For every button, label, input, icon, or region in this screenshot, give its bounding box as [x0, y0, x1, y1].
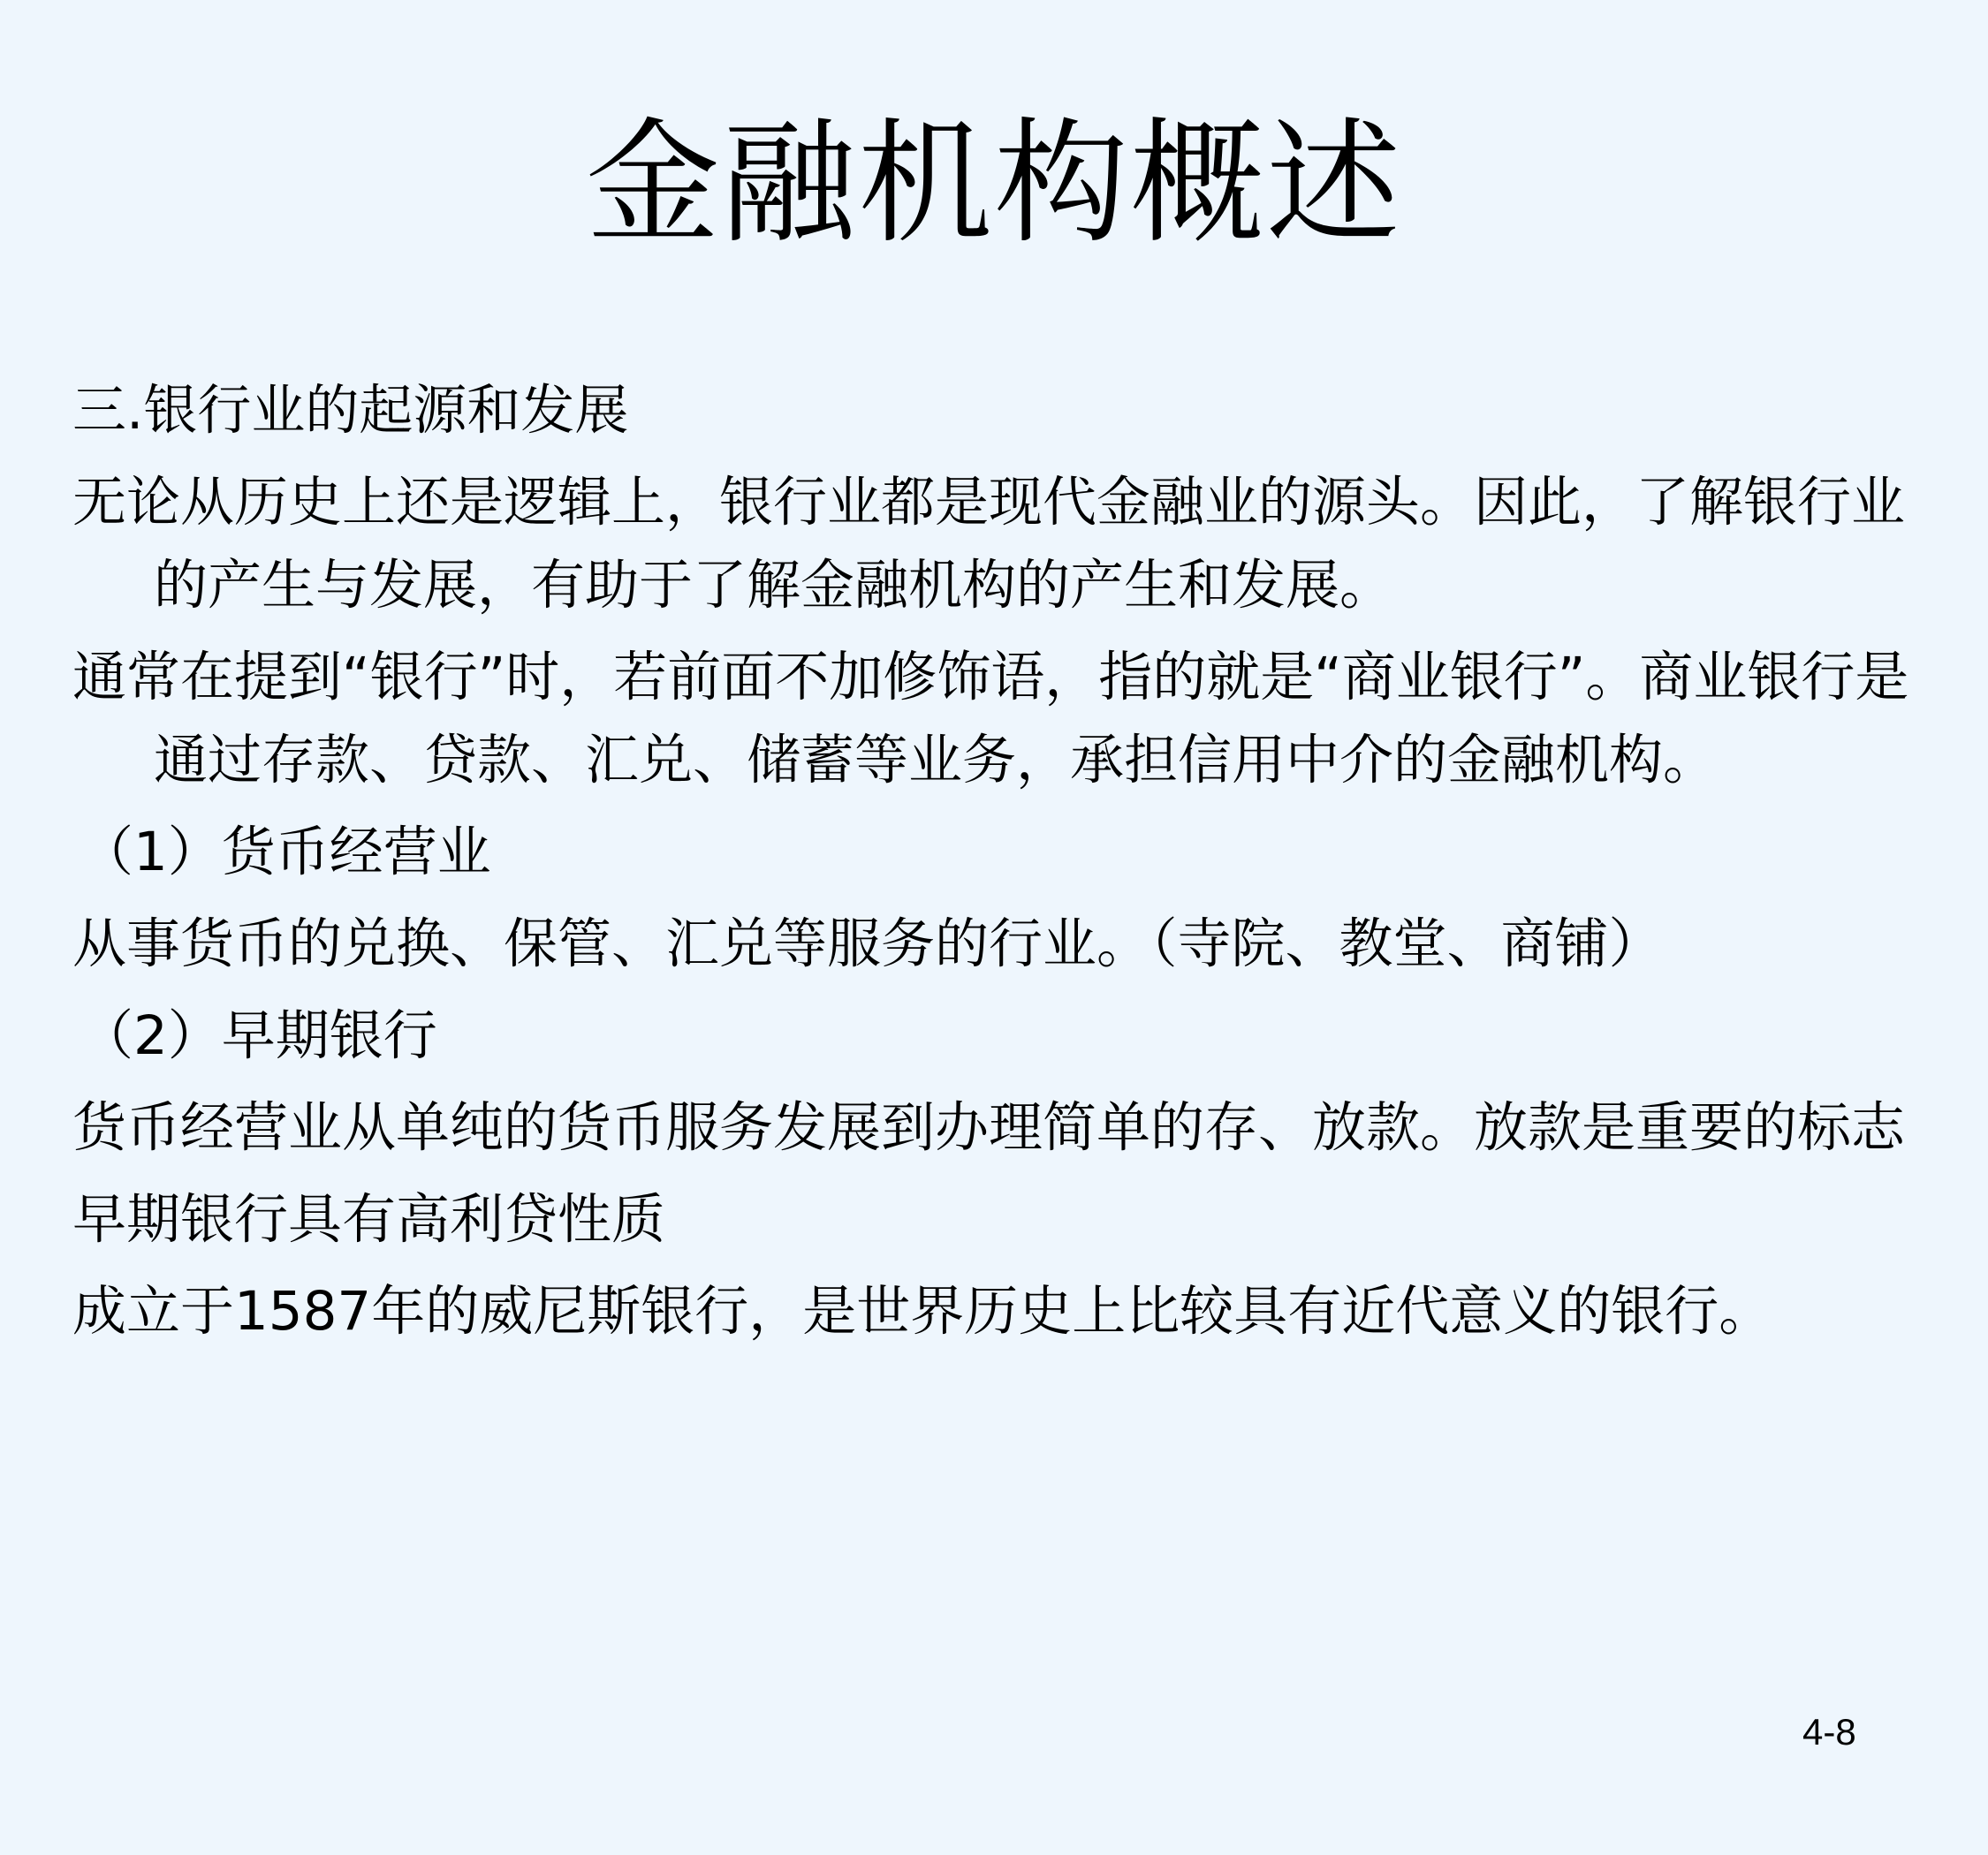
subsection-2-heading: （2）早期银行	[80, 1004, 437, 1067]
subsection-1-heading: （1）货币经营业	[80, 821, 491, 883]
slide-body	[72, 369, 1946, 1362]
section-heading: 三.银行业的起源和发展	[72, 379, 629, 442]
page-number: 4-8	[1802, 1711, 1856, 1753]
subsection-2-text-2: 早期银行具有高利贷性质	[72, 1188, 666, 1251]
slide-title: 金融机构概述	[586, 105, 1402, 261]
subsection-2-text-3: 成立于1587年的威尼斯银行，是世界历史上比较具有近代意义的银行。	[72, 1280, 1773, 1343]
paragraph-banking-origin: 无论从历史上还是逻辑上，银行业都是现代金融业的源头。因此，了解银行业的产生与发展，有助于了解金融机构的产生和发展。	[72, 471, 1906, 617]
paragraph-commercial-bank: 通常在提到“银行”时，若前面不加修饰语，指的就是“商业银行”。商业银行是通过存款、贷款、汇兑、储蓄等业务，承担信用中介的金融机构。	[72, 646, 1909, 791]
subsection-2-text-1: 货币经营业从单纯的货币服务发展到办理简单的存、放款。放款是重要的标志	[72, 1096, 1906, 1159]
subsection-1-text: 从事货币的兑换、保管、汇兑等服务的行业。（寺院、教堂、商铺）	[72, 912, 1663, 975]
